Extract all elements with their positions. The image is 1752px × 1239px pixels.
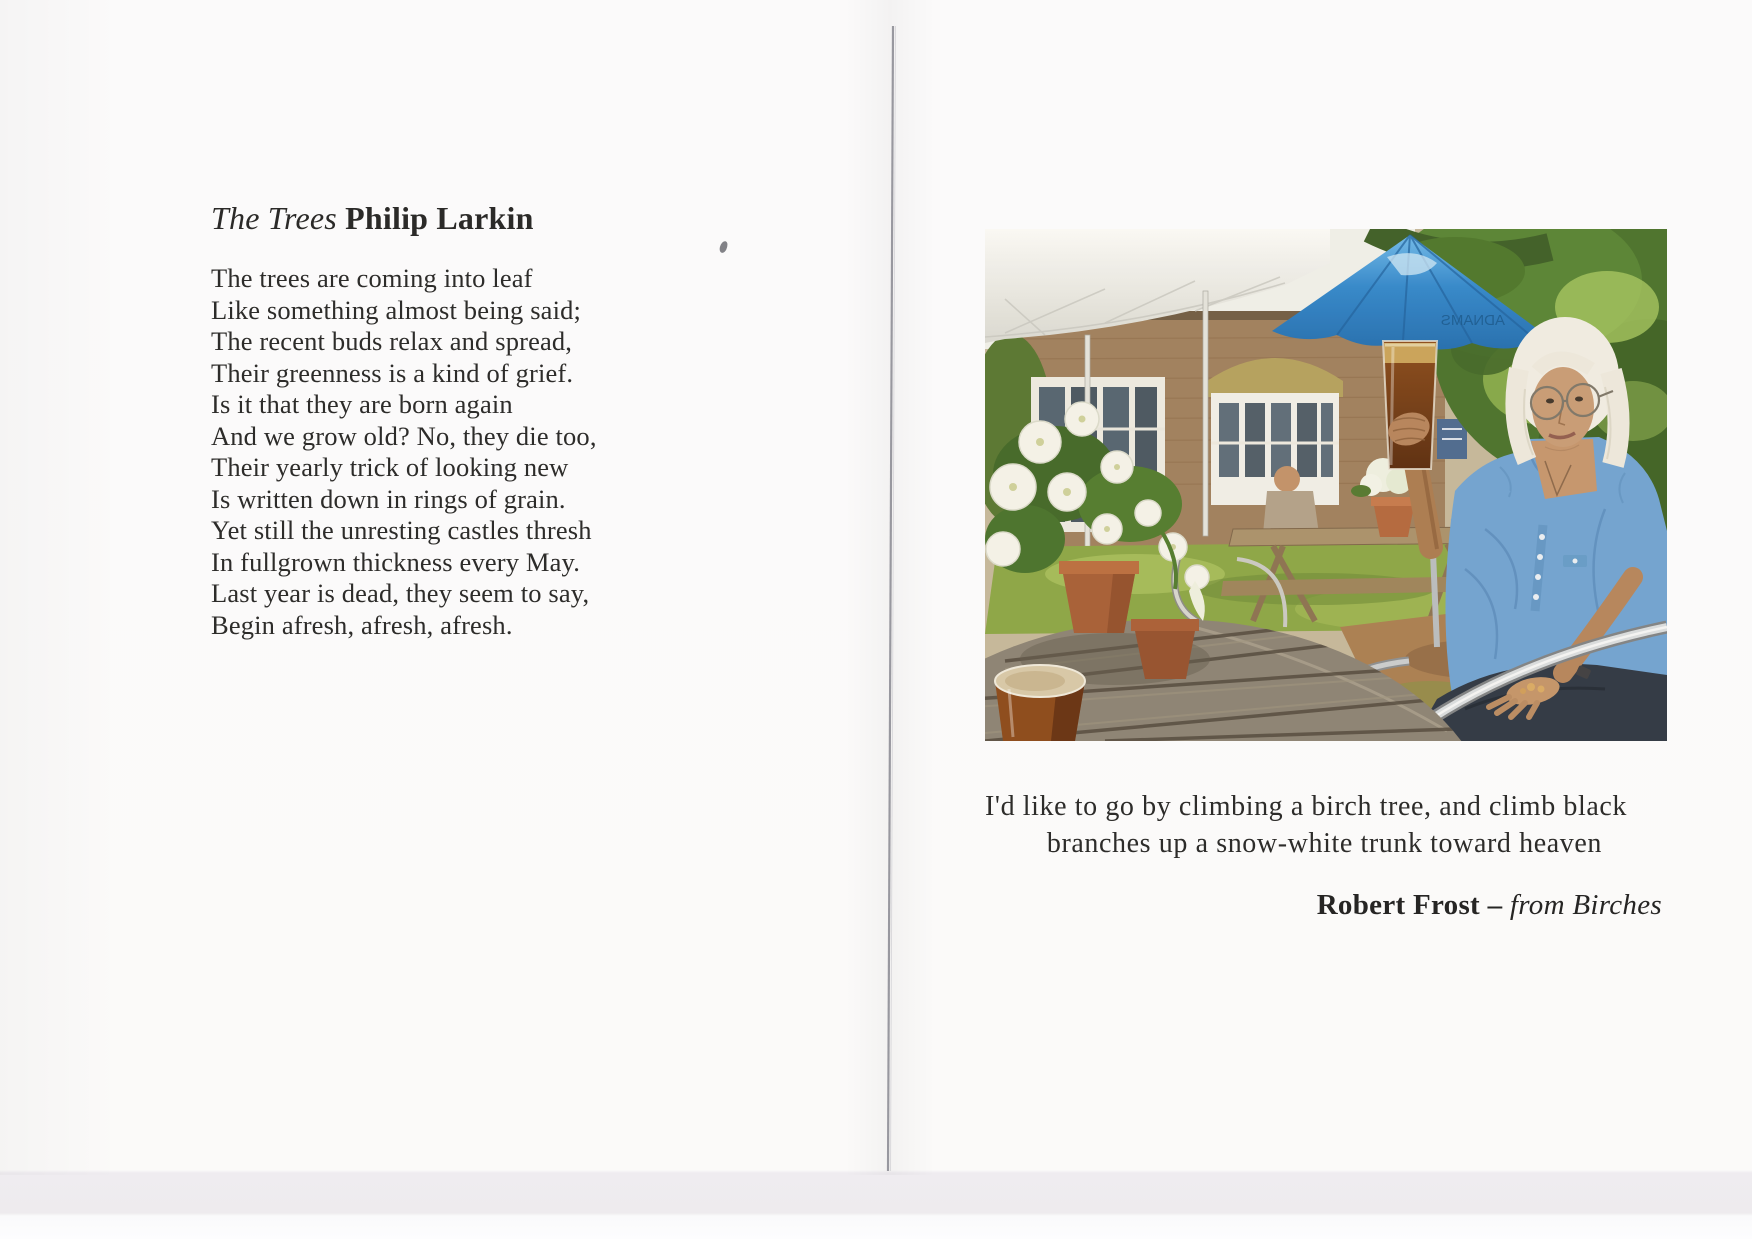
poem-body — [211, 263, 597, 641]
quote-attribution — [985, 889, 1662, 922]
poem-line: Is written down in rings of grain. — [211, 483, 566, 514]
attribution-name: Robert Frost – — [1316, 889, 1503, 921]
poem-line: The trees are coming into leaf — [211, 263, 533, 293]
scan-edge-shading — [0, 0, 120, 1175]
poem-line: Like something almost being said; — [211, 294, 582, 325]
poem-line: Yet still the unresting castles thresh — [211, 515, 592, 545]
poem-line: The recent buds relax and spread, — [211, 326, 573, 356]
photo-illustration — [985, 229, 1667, 741]
poem-line: Begin afresh, afresh, afresh. — [211, 609, 513, 640]
pub-garden-photo — [985, 229, 1667, 741]
scan-speck — [719, 240, 729, 253]
umbrella-brand-text: ADNAMS — [1440, 312, 1505, 329]
light-wash — [985, 229, 1667, 741]
poem-title — [211, 200, 534, 237]
quote-line-1: I'd like to go by climbing a birch tree, and climb black — [985, 791, 1628, 822]
poem-line: Their greenness is a kind of grief. — [211, 357, 574, 388]
poem-line: Last year is dead, they seem to say, — [211, 578, 590, 608]
fold-shading — [845, 0, 935, 1175]
attribution-source: from Birches — [1502, 889, 1662, 921]
poem-title-author: Philip Larkin — [345, 200, 534, 236]
quote-line-2: branches up a snow-white trunk toward heaven — [1046, 828, 1602, 859]
poem-line: Is it that they are born again — [211, 389, 513, 419]
photo-quote — [985, 788, 1628, 862]
poem-line: And we grow old? No, they die too, — [211, 420, 597, 451]
poem-title-work: The Trees — [211, 200, 337, 236]
poem-line: Their yearly trick of looking new — [211, 452, 569, 482]
poem-line: In fullgrown thickness every May. — [211, 546, 580, 577]
